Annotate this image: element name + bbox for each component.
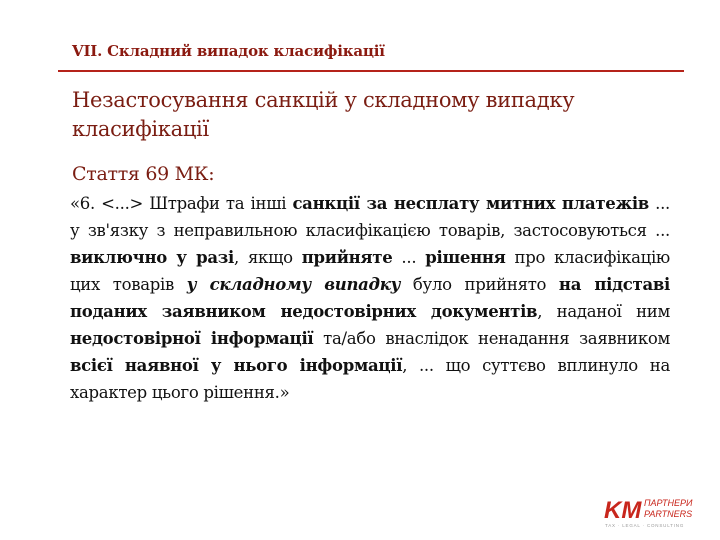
quote-emphasis: на підставі поданих заявником недостовірних документів [70, 275, 670, 321]
logo-word-en: PARTNERS [644, 509, 693, 519]
quote-emphasis: прийняте [301, 248, 393, 267]
logo-tagline: TAX · LEGAL · CONSULTING [605, 523, 685, 528]
quote-emphasis: рішення [425, 248, 506, 267]
quote-emphasis: санкції за несплату митних платежів [292, 194, 649, 213]
title-divider [58, 70, 684, 72]
quote-emphasis: у складному випадку [186, 275, 401, 294]
quote-text: , наданої ним [537, 302, 671, 321]
quote-text: та/або внаслідок ненадання заявником [313, 329, 670, 348]
quote-emphasis: виключно у разі [70, 248, 235, 267]
logo-icon [604, 496, 704, 530]
article-quote [70, 190, 670, 406]
quote-text: «6. <...> Штрафи та інші [70, 194, 293, 213]
quote-text: , якщо [234, 248, 302, 267]
article-reference: Стаття 69 МК: [72, 163, 215, 185]
logo-mark: KM [604, 497, 642, 524]
section-title: VII. Складний випадок класифікації [72, 42, 385, 60]
quote-text: було прийнято [400, 275, 559, 294]
quote-text: ... у зв'язку з неправильною класифікацією товарів, застосовуються ... [70, 194, 671, 240]
slide-heading: Незастосування санкцій у складному випадку класифікації [72, 88, 575, 141]
quote-emphasis: всієї наявної у нього інформації [70, 356, 403, 375]
quote-text: про класифікацію цих товарів [70, 248, 670, 294]
quote-emphasis: недостовірної інформації [70, 329, 314, 348]
quote-text: , ... що суттєво вплинуло на характер цього рішення.» [70, 356, 670, 402]
quote-text: ... [392, 248, 426, 267]
km-partners-logo [604, 496, 704, 530]
logo-word-ua: ПАРТНЕРИ [644, 498, 693, 508]
